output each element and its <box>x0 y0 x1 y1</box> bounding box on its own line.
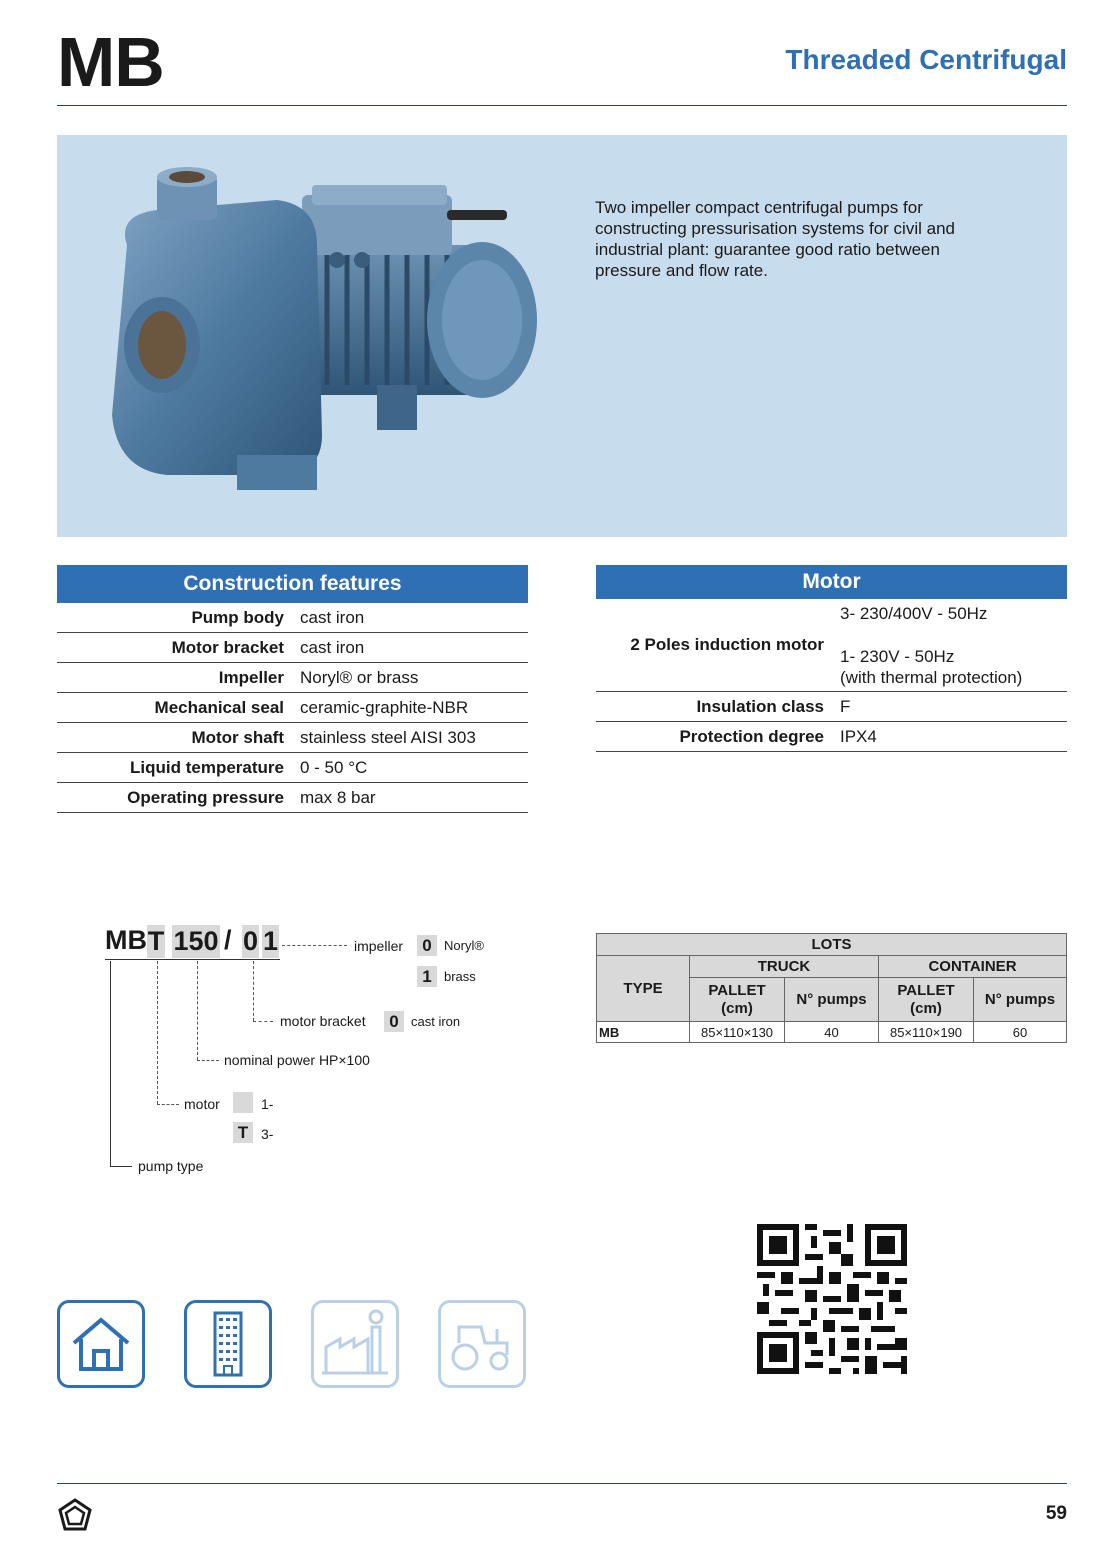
motor-opt-single: 1- <box>261 1096 274 1112</box>
bracket-leader <box>253 961 254 1021</box>
motor-table <box>596 599 1067 752</box>
construction-features-panel <box>57 565 528 813</box>
spec-label: Insulation class <box>596 692 838 722</box>
table-row <box>57 663 528 693</box>
spec-value: cast iron <box>298 603 528 633</box>
code-pump-type: MB <box>105 925 147 955</box>
spec-value: IPX4 <box>838 722 1067 752</box>
motor-opt-single-code <box>233 1092 253 1113</box>
bracket-label: motor bracket <box>280 1013 366 1029</box>
qr-code <box>757 1224 907 1374</box>
building-icon <box>184 1300 272 1388</box>
table-row <box>57 693 528 723</box>
code-power: 150 <box>173 926 219 956</box>
lots-heading: LOTS <box>597 934 1067 956</box>
spec-value: stainless steel AISI 303 <box>298 723 528 753</box>
lots-pallet-header <box>879 978 974 1022</box>
code-bracket: 0 <box>242 926 259 956</box>
pump-image <box>87 155 577 515</box>
spec-label: Liquid temperature <box>57 753 298 783</box>
table-row <box>597 934 1067 956</box>
table-row <box>57 723 528 753</box>
motor-voltage-three-phase: 3- 230/400V - 50Hz <box>840 603 988 623</box>
house-icon <box>57 1300 145 1388</box>
motor-heading: Motor <box>596 565 1067 599</box>
type-leader <box>110 961 111 1166</box>
spec-value: max 8 bar <box>298 783 528 813</box>
factory-icon <box>311 1300 399 1388</box>
table-row <box>596 722 1067 752</box>
motor-thermal-note: (with thermal protection) <box>840 667 1023 687</box>
pallet-label: PALLET <box>708 981 766 999</box>
spec-label: 2 Poles induction motor <box>596 599 838 692</box>
bracket-leader <box>253 1021 273 1022</box>
footer-divider <box>57 1483 1067 1484</box>
construction-table <box>57 603 528 813</box>
table-row <box>57 783 528 813</box>
lots-cell: 85×110×130 <box>690 1022 785 1043</box>
motor-voltage-single-phase: 1- 230V - 50Hz <box>840 646 955 666</box>
impeller-opt-brass: brass <box>444 969 476 984</box>
impeller-opt-code: 0 <box>417 935 437 956</box>
spec-label: Pump body <box>57 603 298 633</box>
brand-logo-icon <box>57 1497 93 1533</box>
motor-leader <box>157 961 158 1104</box>
hero-panel <box>57 135 1067 537</box>
construction-heading: Construction features <box>57 565 528 603</box>
pallet-unit: (cm) <box>721 999 753 1017</box>
table-row <box>57 603 528 633</box>
spec-value: Noryl® or brass <box>298 663 528 693</box>
impeller-opt-noryl: Noryl® <box>444 938 484 953</box>
lots-pumps-header: N° pumps <box>785 978 879 1022</box>
spec-value: cast iron <box>298 633 528 663</box>
lots-pallet-header <box>690 978 785 1022</box>
spec-value <box>838 599 1067 692</box>
table-row <box>57 753 528 783</box>
product-description: Two impeller compact centrifugal pumps for constructing pressurisation systems for civil and industrial plant: guarantee good ratio between pressure and flow rate. <box>595 198 955 280</box>
page-title: MB <box>57 23 164 101</box>
table-row <box>57 633 528 663</box>
table-row <box>597 956 1067 978</box>
lots-pumps-header: N° pumps <box>974 978 1067 1022</box>
lots-cell: 60 <box>974 1022 1067 1043</box>
bracket-opt-code: 0 <box>384 1011 404 1032</box>
code-impeller: 1 <box>262 926 279 956</box>
spec-value: ceramic-graphite-NBR <box>298 693 528 723</box>
pallet-unit: (cm) <box>910 999 942 1017</box>
code-slash: / <box>224 925 232 955</box>
lots-table <box>596 933 1067 1043</box>
tractor-icon <box>438 1300 526 1388</box>
lots-cell: 40 <box>785 1022 879 1043</box>
table-row <box>597 1022 1067 1043</box>
power-leader <box>197 961 198 1060</box>
pallet-label: PALLET <box>897 981 955 999</box>
spec-value: 0 - 50 °C <box>298 753 528 783</box>
motor-opt-three-code: T <box>233 1122 253 1143</box>
impeller-opt-code: 1 <box>417 966 437 987</box>
lots-type-header: TYPE <box>597 956 690 1022</box>
spec-label: Mechanical seal <box>57 693 298 723</box>
motor-label: motor <box>184 1096 220 1112</box>
page-subtitle: Threaded Centrifugal <box>785 44 1067 75</box>
model-code-diagram <box>100 925 500 1185</box>
header-divider <box>57 105 1067 106</box>
lots-type-cell: MB <box>597 1022 690 1043</box>
spec-value: F <box>838 692 1067 722</box>
page-number: 59 <box>1045 1503 1067 1524</box>
spec-label: Protection degree <box>596 722 838 752</box>
type-label: pump type <box>138 1158 204 1174</box>
table-row <box>596 692 1067 722</box>
code-underline <box>105 959 280 960</box>
table-row <box>596 599 1067 692</box>
spec-label: Operating pressure <box>57 783 298 813</box>
spec-label: Motor shaft <box>57 723 298 753</box>
power-label: nominal power HP×100 <box>224 1052 370 1068</box>
code-motor: T <box>147 926 165 956</box>
impeller-leader <box>282 945 347 946</box>
motor-opt-three: 3- <box>261 1126 274 1142</box>
spec-label: Impeller <box>57 663 298 693</box>
type-leader <box>110 1166 132 1167</box>
lots-cell: 85×110×190 <box>879 1022 974 1043</box>
motor-panel <box>596 565 1067 752</box>
motor-leader <box>157 1104 179 1105</box>
power-leader <box>197 1060 219 1061</box>
lots-truck-header: TRUCK <box>690 956 879 978</box>
impeller-label: impeller <box>354 938 404 954</box>
lots-container-header: CONTAINER <box>879 956 1067 978</box>
bracket-opt-castiron: cast iron <box>411 1014 461 1029</box>
spec-label: Motor bracket <box>57 633 298 663</box>
